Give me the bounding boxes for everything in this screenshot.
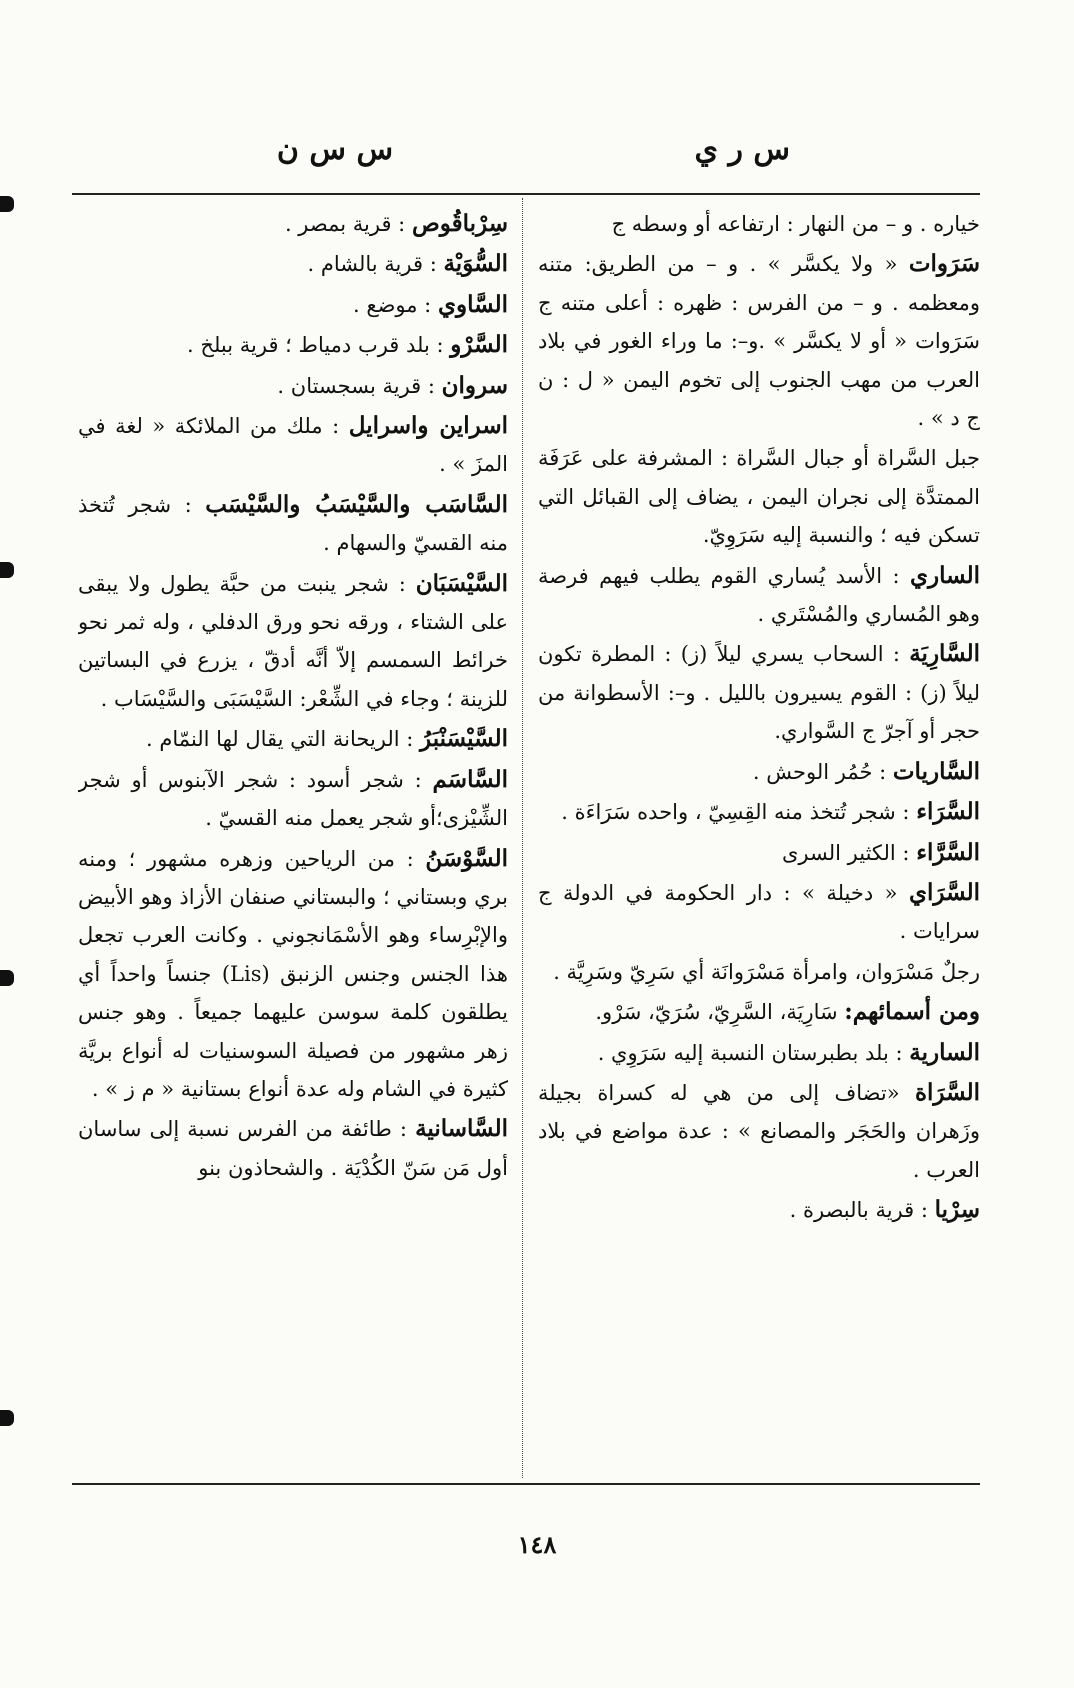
entry-headword: ومن أسمائهم:	[844, 998, 980, 1026]
dictionary-entry	[538, 793, 980, 831]
dictionary-entry	[78, 245, 508, 283]
dictionary-entry	[78, 486, 508, 563]
entry-headword: السَّوْسَنُ	[425, 844, 508, 872]
entry-headword: السَّرْو	[450, 331, 508, 359]
dictionary-entry	[538, 245, 980, 437]
dictionary-entry	[78, 840, 508, 1109]
dictionary-entry	[78, 326, 508, 364]
entry-headword: السَّرَاة	[914, 1078, 980, 1106]
entry-definition: : حُمُر الوحش .	[752, 759, 887, 784]
dictionary-entry	[538, 205, 980, 243]
dictionary-entry	[538, 953, 980, 991]
entry-headword: السَّاريات	[892, 757, 980, 785]
header-rule	[72, 193, 980, 195]
entry-headword: السَّاسَم	[432, 765, 508, 793]
dictionary-entry	[538, 993, 980, 1031]
dictionary-entry	[78, 761, 508, 838]
entry-headword: سِرْيا	[934, 1196, 980, 1224]
entry-definition: : شجر تُتخذ منه القِسِيّ ، واحده سَرَاءَة .	[561, 800, 910, 825]
entry-definition: : ملك من الملائكة « لغة في المزَ » .	[78, 414, 508, 477]
entry-definition: : الريحانة التي يقال لها النمّام .	[146, 727, 414, 752]
entry-definition: : بلد بطبرستان النسبة إليه سَرَوِي .	[597, 1040, 903, 1065]
entry-headword: اسراين واسرايل	[348, 412, 508, 440]
entry-definition: : الأسد يُساري القوم يطلب فيهم فرصة وهو المُساري والمُسْتَري .	[538, 563, 980, 627]
binding-mark	[0, 562, 14, 578]
entry-headword: السَّارِيَة	[909, 640, 980, 668]
right-column	[538, 205, 980, 1480]
entry-definition: : شجر ينبت من حبَّة يطول ولا يبقى على الشتاء ، ورقه نحو ورق الدفلي ، وله ثمر نحو خرائط السمسم إلاّ أنَّه أدقّ ، يزرع في البساتين للزينة ؛ وجاء في الشِّعْر: السَّيْسَبَى والسَّيْسَاب .	[78, 571, 508, 711]
column-divider	[522, 198, 523, 1478]
entry-definition: « دخيلة » : دار الحكومة في الدولة ج سرايات .	[538, 880, 980, 944]
entry-headword: السَّرَّاء	[916, 838, 980, 866]
dictionary-entry	[538, 1034, 980, 1072]
dictionary-entry	[538, 874, 980, 951]
dictionary-entry	[538, 834, 980, 872]
dictionary-entry	[78, 720, 508, 758]
entry-definition: «تضاف إلى من هي له كسراة بجيلة وزَهران والحَجَر والمصانع » : عدة مواضع في بلاد العرب .	[538, 1080, 980, 1182]
dictionary-entry	[538, 1074, 980, 1189]
dictionary-entry	[538, 635, 980, 750]
entry-definition: : طائفة من الفرس نسبة إلى ساسان أول مَن سَنّ الكُدْيَة . والشحاذون بنو	[78, 1117, 508, 1180]
entry-headword: السَّاسانية	[415, 1115, 508, 1143]
header-root-right: س ر ي	[694, 132, 790, 167]
entry-definition: : قرية بالبصرة .	[789, 1198, 928, 1223]
page-number: ١٤٨	[517, 1530, 557, 1559]
entry-definition: : قرية بالشام .	[307, 252, 437, 277]
entry-headword: السَّيْسَنْبَرُ	[420, 725, 508, 753]
header-root-left: س س ن	[276, 132, 394, 167]
entry-headword: السَّاسَب والسَّيْسَبُ والسَّيْسَب	[205, 490, 508, 518]
entry-headword: السَّيْسَبَان	[415, 569, 508, 597]
entry-definition: جبل السَّراة أو جبال السَّراة : المشرفة على عَرَفَة الممتدَّة إلى نجران اليمن ، يضاف إلى القبائل التي تسكن فيه ؛ والنسبة إليه سَرَوِيّ.	[538, 446, 980, 548]
dictionary-entry	[538, 753, 980, 791]
entry-headword: السارية	[909, 1038, 980, 1066]
entry-definition: خياره . و – من النهار : ارتفاعه أو وسطه ج	[611, 212, 980, 236]
binding-mark	[0, 970, 14, 986]
entry-headword: سروان	[441, 371, 508, 399]
footer-rule	[72, 1483, 980, 1485]
dictionary-entry	[78, 407, 508, 484]
entry-definition: : موضع .	[353, 292, 432, 317]
entry-definition: : شجر تُتخذ منه القسيّ والسهام .	[78, 492, 508, 556]
entry-headword: الساري	[909, 561, 980, 589]
entry-headword: السَّاوي	[437, 290, 508, 318]
dictionary-entry	[78, 565, 508, 719]
entry-headword: السُّوَيْة	[443, 250, 508, 278]
dictionary-entry	[78, 367, 508, 405]
entry-definition: : بلد قرب دمياط ؛ قرية ببلخ .	[187, 333, 444, 358]
entry-headword: سِرْباقُوص	[411, 210, 508, 237]
dictionary-entry	[78, 1110, 508, 1187]
entry-definition: « ولا يكسَّر » . و – من الطريق: متنه ومعظمه . و – من الفرس : ظهره : أعلى متنه ج سَرَوات « أو لا يكسَّر » .و–: ما وراء الغور في بلاد العرب من مهب الجنوب إلى تخوم اليمن « ل : ن ج د » .	[538, 252, 980, 431]
dictionary-entry	[78, 205, 508, 243]
entry-definition: : قرية بمصر .	[284, 212, 406, 236]
entry-definition: رجلٌ مَسْرَوان، وامرأة مَسْرَوانَة أي سَرِيّ وسَرِيَّة .	[553, 959, 980, 984]
dictionary-entry	[538, 1191, 980, 1229]
dictionary-entry	[538, 557, 980, 634]
entry-definition: : من الرياحين وزهره مشهور ؛ ومنه بري وبستاني ؛ والبستاني صنفان الأزاذ وهو الأبيض والإبْرِساء وهو الأسْمَانجوني . وكانت العرب تجعل هذا الجنس وجنس الزنبق (Lis) جنساً واحداً أي يطلقون كلمة سوسن عليهما جميعاً . وهو جنس زهر مشهور من فصيلة السوسنيات له أنواع بريَّة كثيرة في الشام وله عدة أنواع بستانية « م ز » .	[78, 846, 508, 1101]
entry-definition: : السحاب يسري ليلاً (ز) : المطرة تكون ليلاً (ز) : القوم يسيرون بالليل . و–: الأسطوانة من حجر أو آجرّ ج السَّواري.	[538, 642, 980, 744]
entry-headword: سَرَوات	[908, 250, 980, 278]
binding-mark	[0, 196, 14, 212]
entry-definition: : قرية بسجستان .	[277, 373, 435, 398]
dictionary-entry	[538, 439, 980, 554]
dictionary-entry	[78, 286, 508, 324]
entry-headword: السَّرَاء	[916, 798, 980, 826]
left-column	[78, 205, 508, 1480]
entry-definition: سَارِيَة، السَّرِيّ، سُرَيّ، سَرْو.	[595, 1000, 838, 1025]
binding-mark	[0, 1410, 14, 1426]
entry-headword: السَّرَاي	[909, 878, 980, 906]
entry-definition: : شجر أسود : شجر الآبنوس أو شجر الشِّيْزى؛أو شجر يعمل منه القسيّ .	[78, 767, 508, 831]
entry-definition: : الكثير السرى	[781, 840, 910, 865]
